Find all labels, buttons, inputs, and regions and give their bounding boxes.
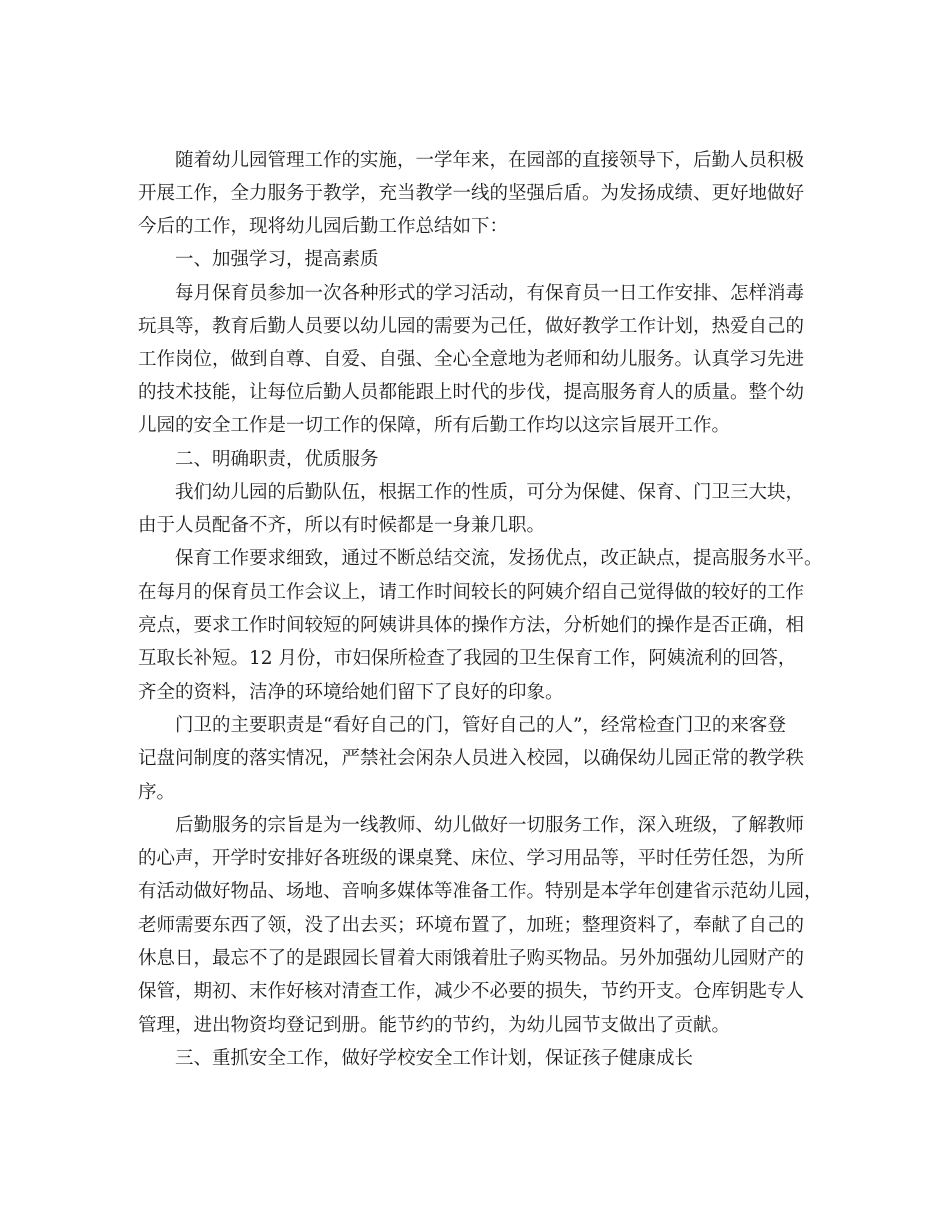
text-line: 玩具等，教育后勤人员要以幼儿园的需要为己任，做好教学工作计划，热爱自己的 xyxy=(138,316,805,337)
text-line: 亮点，要求工作时间较短的阿姨讲具体的操作方法，分析她们的操作是否正确，相 xyxy=(138,615,805,636)
text-line: 记盘问制度的落实情况，严禁社会闲杂人员进入校园，以确保幼儿园正常的教学秩 xyxy=(138,748,805,769)
section-heading: 三、重抓安全工作，做好学校安全工作计划，保证孩子健康成长 xyxy=(175,1048,694,1069)
text-line: 门卫的主要职责是“看好自己的门，管好自己的人”，经常检查门卫的来客登 xyxy=(175,715,786,736)
text-line: 今后的工作，现将幼儿园后勤工作总结如下： xyxy=(138,216,509,237)
text-line: 由于人员配备不齐，所以有时候都是一身兼几职。 xyxy=(138,515,546,536)
text-line: 的技术技能，让每位后勤人员都能跟上时代的步伐，提高服务育人的质量。整个幼 xyxy=(138,382,805,403)
text-line: 随着幼儿园管理工作的实施，一学年来，在园部的直接领导下，后勤人员积极 xyxy=(175,150,805,171)
text-line: 齐全的资料，洁净的环境给她们留下了良好的印象。 xyxy=(138,682,564,703)
text-line: 保育工作要求细致，通过不断总结交流，发扬优点，改正缺点，提高服务水平。 xyxy=(175,548,823,569)
text-line: 我们幼儿园的后勤队伍，根据工作的性质，可分为保健、保育、门卫三大块， xyxy=(175,482,805,503)
text-line: 序。 xyxy=(138,782,176,803)
text-line: 休息日，最忘不了的是跟园长冒着大雨饿着肚子购买物品。另外加强幼儿园财产的 xyxy=(138,948,805,969)
section-heading: 二、明确职责，优质服务 xyxy=(175,449,379,470)
section-heading: 一、加强学习，提高素质 xyxy=(175,249,379,270)
text-line: 每月保育员参加一次各种形式的学习活动，有保育员一日工作安排、怎样消毒 xyxy=(175,283,805,304)
text-line: 工作岗位，做到自尊、自爱、自强、全心全意地为老师和幼儿服务。认真学习先进 xyxy=(138,349,805,370)
text-line: 互取长补短。12 月份，市妇保所检查了我园的卫生保育工作，阿姨流利的回答， xyxy=(138,648,797,669)
text-line: 的心声，开学时安排好各班级的课桌凳、床位、学习用品等，平时任劳任怨，为所 xyxy=(138,848,805,869)
text-line: 有活动做好物品、场地、音响多媒体等准备工作。特别是本学年创建省示范幼儿园， xyxy=(138,881,823,902)
text-line: 保管，期初、末作好核对清查工作，减少不必要的损失，节约开支。仓库钥匙专人 xyxy=(138,981,805,1002)
text-line: 在每月的保育员工作会议上，请工作时间较长的阿姨介绍自己觉得做的较好的工作 xyxy=(138,582,805,603)
text-line: 儿园的安全工作是一切工作的保障，所有后勤工作均以这宗旨展开工作。 xyxy=(138,415,731,436)
text-line: 老师需要东西了领，没了出去买；环境布置了，加班；整理资料了，奉献了自己的 xyxy=(138,915,805,936)
text-line: 管理，进出物资均登记到册。能节约的节约，为幼儿园节支做出了贡献。 xyxy=(138,1015,731,1036)
text-line: 后勤服务的宗旨是为一线教师、幼儿做好一切服务工作，深入班级，了解教师 xyxy=(175,815,805,836)
text-line: 开展工作，全力服务于教学，充当教学一线的坚强后盾。为发扬成绩、更好地做好 xyxy=(138,183,805,204)
